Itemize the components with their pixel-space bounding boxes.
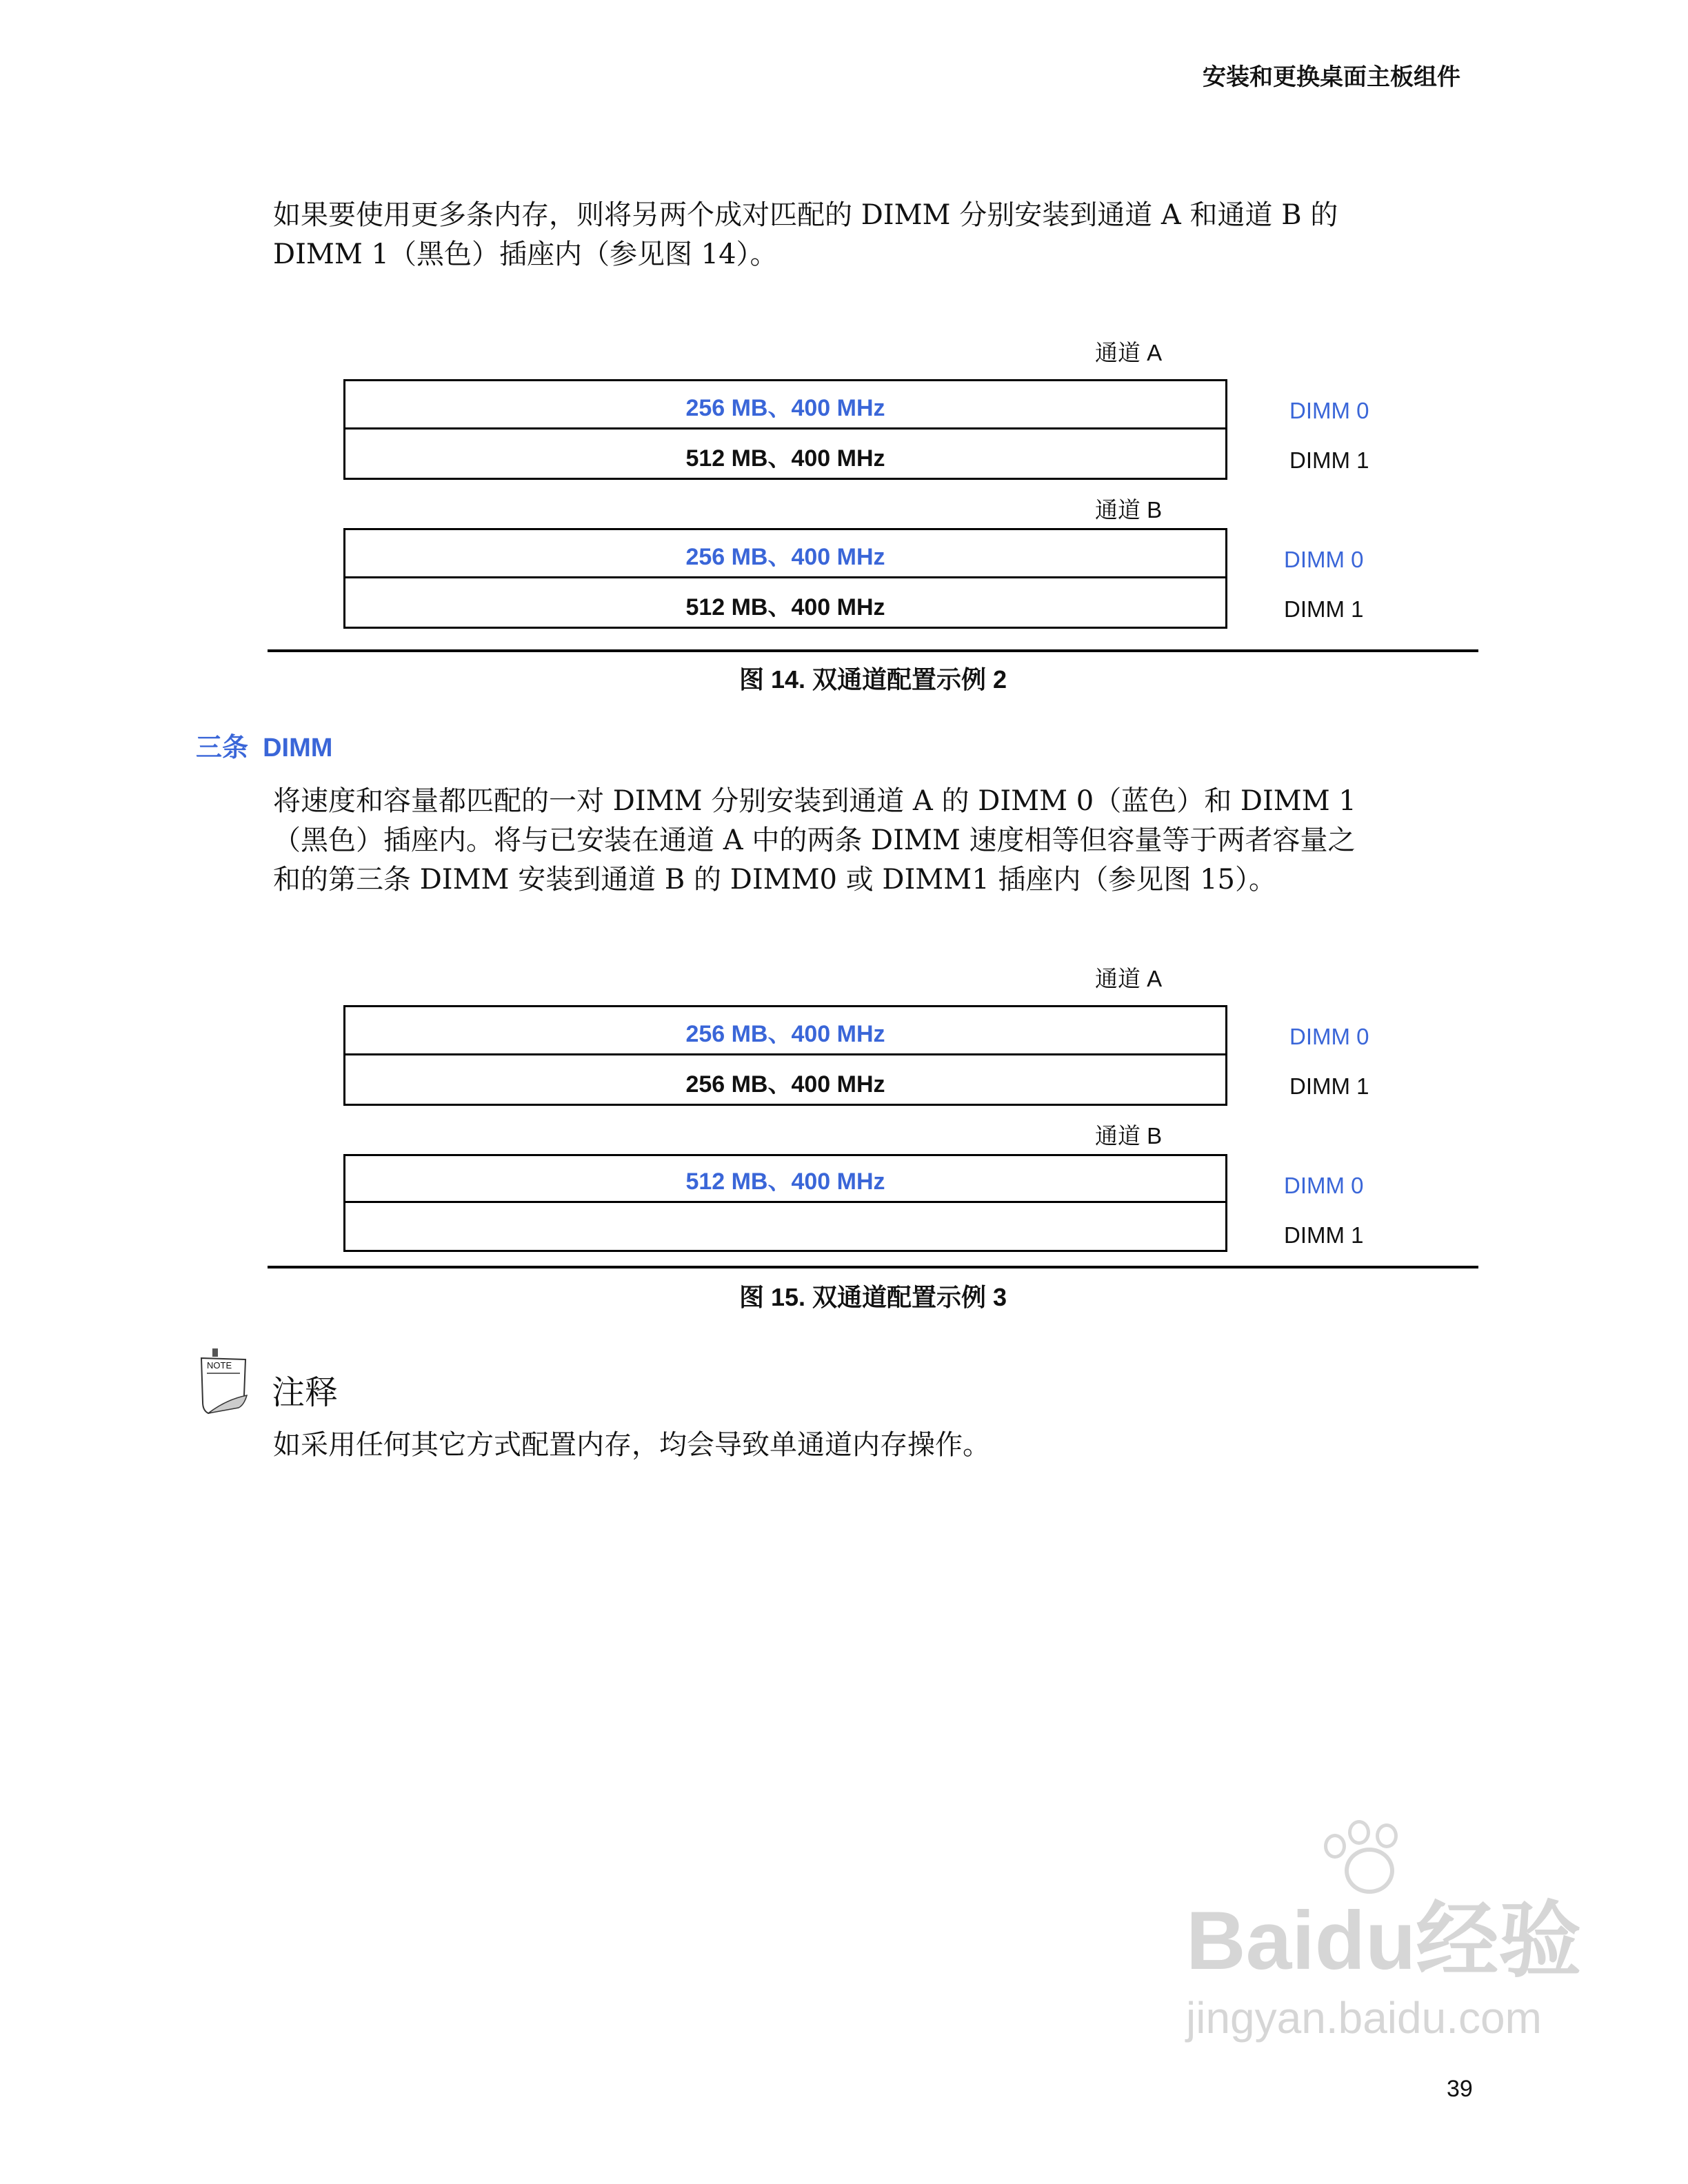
dimm0-label: DIMM 0 xyxy=(1289,398,1369,423)
dimm1-slot: 256 MB、400 MHz xyxy=(685,1071,885,1098)
channel-b-box xyxy=(343,1154,1227,1252)
channel-a-box xyxy=(343,1005,1227,1106)
dimm0-label: DIMM 0 xyxy=(1289,1024,1369,1049)
section-heading: 三条 DIMM xyxy=(196,734,333,762)
paw-icon xyxy=(1317,1820,1400,1896)
dimm1-label: DIMM 1 xyxy=(1284,1222,1364,1248)
dimm1-label: DIMM 1 xyxy=(1289,1073,1369,1099)
intro-line-1: 如果要使用更多条内存，则将另两个成对匹配的 DIMM 分别安装到通道 A 和通道 B 的 xyxy=(273,199,1338,231)
channel-b-label: 通道 B xyxy=(1095,497,1163,523)
figure-rule xyxy=(268,649,1478,652)
dimm1-label: DIMM 1 xyxy=(1284,596,1364,622)
figure-caption: 图 14. 双通道配置示例 2 xyxy=(738,665,1007,694)
page-header: 安装和更换桌面主板组件 xyxy=(1203,63,1460,91)
dimm0-label: DIMM 0 xyxy=(1284,547,1364,572)
dimm0-slot: 256 MB、400 MHz xyxy=(345,530,1225,578)
dimm1-slot-empty xyxy=(345,1203,1225,1250)
channel-b-label: 通道 B xyxy=(1095,1123,1163,1149)
figure-caption: 图 15. 双通道配置示例 3 xyxy=(738,1283,1007,1311)
channel-a-box xyxy=(343,379,1227,480)
dimm1-label: DIMM 1 xyxy=(1289,447,1369,473)
note-title: 注释 xyxy=(272,1373,339,1412)
intro-line-2: DIMM 1（黑色）插座内（参见图 14）。 xyxy=(273,239,778,270)
dimm0-label: DIMM 0 xyxy=(1284,1173,1364,1198)
channel-b-box xyxy=(343,528,1227,629)
page-number: 39 xyxy=(1447,2076,1473,2102)
note-text: 如采用任何其它方式配置内存，均会导致单通道内存操作。 xyxy=(273,1429,990,1461)
watermark-url: jingyan.baidu.com xyxy=(1186,1993,1542,2043)
watermark-brand: Baidu经验 xyxy=(1186,1894,1582,1987)
dimm1-slot: 512 MB、400 MHz xyxy=(685,445,885,472)
channel-a-label: 通道 A xyxy=(1095,340,1163,365)
channel-a-label: 通道 A xyxy=(1095,966,1163,991)
dimm0-slot: 256 MB、400 MHz xyxy=(345,1007,1225,1055)
section-line-2: （黑色）插座内。将与已安装在通道 A 中的两条 DIMM 速度相等但容量等于两者容量之 xyxy=(273,825,1356,856)
note-icon-label: NOTE xyxy=(207,1360,232,1371)
note-icon xyxy=(199,1347,251,1415)
dimm1-slot: 512 MB、400 MHz xyxy=(685,594,885,620)
figure-rule xyxy=(268,1266,1478,1268)
dimm0-slot: 256 MB、400 MHz xyxy=(345,381,1225,429)
dimm0-slot: 512 MB、400 MHz xyxy=(345,1156,1225,1203)
section-line-3: 和的第三条 DIMM 安装到通道 B 的 DIMM0 或 DIMM1 插座内（参见图 15）。 xyxy=(273,864,1276,896)
section-line-1: 将速度和容量都匹配的一对 DIMM 分别安装到通道 A 的 DIMM 0（蓝色）和 DIMM 1 xyxy=(273,785,1356,817)
